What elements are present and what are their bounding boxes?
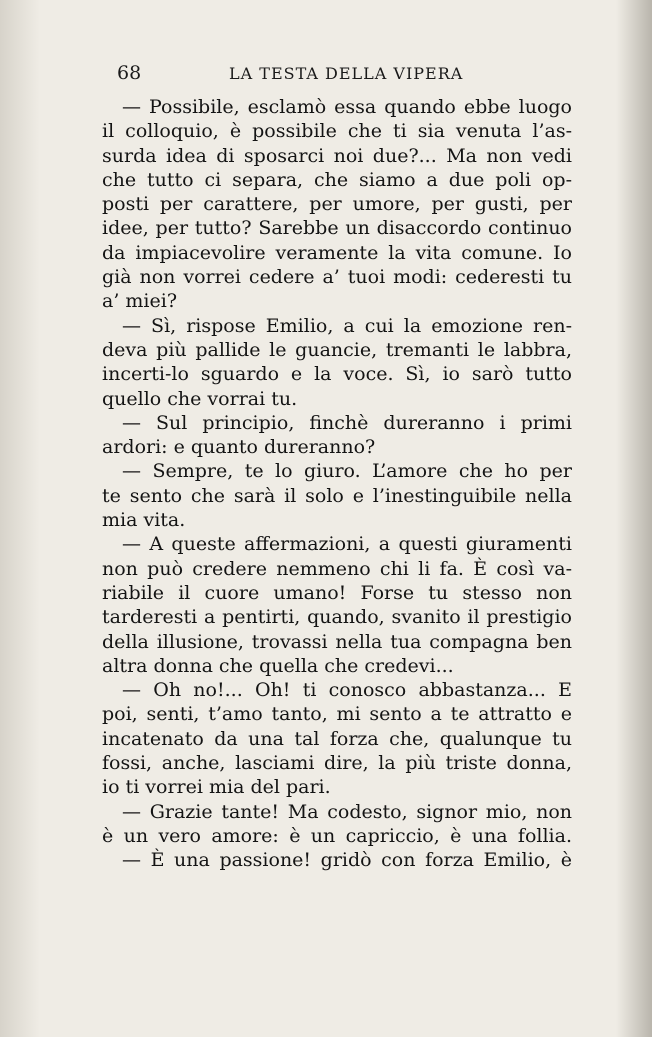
text-line: — Possibile, esclamò essa quando ebbe luogo	[122, 96, 572, 118]
text-line: — Sì, rispose Emilio, a cui la emozione ren-	[122, 314, 572, 337]
text-line: — È una passione! gridò con forza Emilio, è	[122, 849, 572, 872]
text-line: — Grazie tante! Ma codesto, signor mio, non	[122, 800, 572, 823]
text-line: altra donna che quella che credevi...	[102, 654, 454, 677]
page-edge-shadow-left	[0, 0, 40, 1037]
page-header	[117, 62, 577, 92]
text-line: della illusione, trovassi nella tua compagna ben	[102, 630, 572, 653]
text-line: non può credere nemmeno chi li fa. È così va-	[102, 557, 572, 580]
text-line: tarderesti a pentirti, quando, svanito il prestigio	[102, 606, 572, 629]
text-line: è un vero amore: è un capriccio, è una follia.	[102, 824, 572, 847]
text-line: mia vita.	[102, 509, 186, 532]
text-line: riabile il cuore umano! Forse tu stesso non	[102, 581, 572, 604]
running-title: LA TESTA DELLA VIPERA	[229, 64, 464, 83]
text-line: — Sempre, te lo giuro. L’amore che ho per	[122, 460, 572, 483]
text-line: io ti vorrei mia del pari.	[102, 776, 331, 799]
text-line: idee, per tutto? Sarebbe un disaccordo continuo	[102, 217, 572, 240]
text-line: il colloquio, è possibile che ti sia venuta l’as-	[102, 120, 572, 143]
text-line: ardori: e quanto dureranno?	[102, 436, 376, 459]
page-number: 68	[117, 62, 142, 84]
text-line: incatenato da una tal forza che, qualunque tu	[102, 727, 572, 750]
text-line: già non vorrei cedere a’ tuoi modi: cederesti tu	[102, 266, 572, 289]
text-line: quello che vorrai tu.	[102, 387, 298, 410]
text-line: — Sul principio, finchè dureranno i primi	[122, 411, 572, 434]
text-line: fossi, anche, lasciami dire, la più triste donna,	[102, 752, 572, 775]
text-line: — A queste affermazioni, a questi giuramenti	[122, 533, 572, 556]
text-line: te sento che sarà il solo e l’inestinguibile nella	[102, 484, 572, 507]
text-line: che tutto ci separa, che siamo a due poli op-	[102, 168, 572, 191]
text-line: incerti-lo sguardo e la voce. Sì, io sarò tutto	[102, 363, 572, 386]
text-line: poi, senti, t’amo tanto, mi sento a te attratto e	[102, 703, 572, 726]
text-line: — Oh no!... Oh! ti conosco abbastanza... E	[122, 679, 572, 702]
text-line: deva più pallide le guancie, tremanti le labbra,	[102, 338, 572, 361]
page-edge-shadow-right	[616, 0, 652, 1037]
text-line: surda idea di sposarci noi due?... Ma non vedi	[102, 144, 572, 167]
text-line: da impiacevolire veramente la vita comune. Io	[102, 241, 572, 264]
body-text	[102, 95, 572, 873]
text-line: posti per carattere, per umore, per gusti, per	[102, 193, 572, 216]
text-line: a’ miei?	[102, 290, 178, 313]
